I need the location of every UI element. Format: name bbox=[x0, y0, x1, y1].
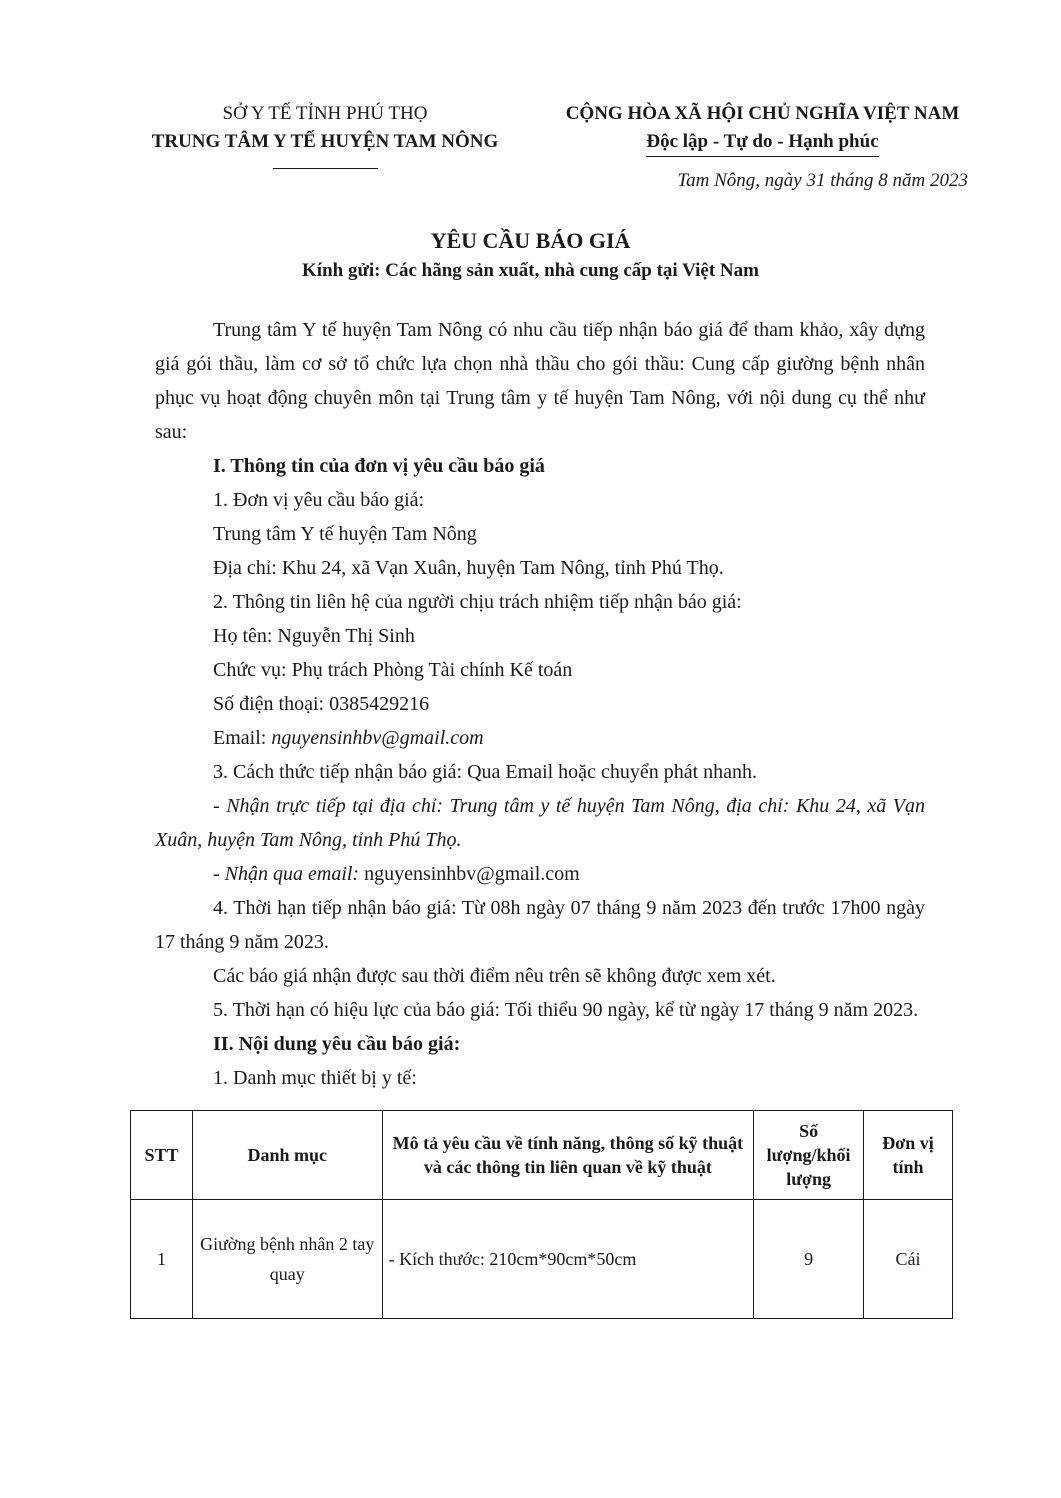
contact-name: Họ tên: Nguyễn Thị Sinh bbox=[213, 625, 415, 647]
document-body bbox=[155, 313, 925, 1095]
contact-position: Chức vụ: Phụ trách Phòng Tài chính Kế toán bbox=[213, 659, 573, 681]
contact-email bbox=[155, 721, 925, 755]
org-underline bbox=[273, 168, 378, 169]
receive-direct: - Nhận trực tiếp tại địa chỉ: Trung tâm y tế huyện Tam Nông, địa chỉ: Khu 24, xã Vạn Xuân, huyện Tam Nông, tỉnh Phú Thọ. bbox=[155, 795, 925, 851]
receive-email-label: - Nhận qua email: bbox=[213, 863, 365, 885]
col-header-description: Mô tả yêu cầu về tính năng, thông số kỹ thuật và các thông tin liên quan về kỹ thuật bbox=[382, 1111, 753, 1200]
contact-phone: Số điện thoại: 0385429216 bbox=[213, 693, 430, 715]
contact-label: 2. Thông tin liên hệ của người chịu trách nhiệm tiếp nhận báo giá: bbox=[213, 591, 742, 613]
equipment-table bbox=[130, 1110, 953, 1319]
org-name: TRUNG TÂM Y TẾ HUYỆN TAM NÔNG bbox=[151, 131, 499, 152]
cell-stt: 1 bbox=[131, 1200, 193, 1319]
cell-description: - Kích thước: 210cm*90cm*50cm bbox=[382, 1200, 753, 1319]
recipient-line: Kính gửi: Các hãng sản xuất, nhà cung cấp tại Việt Nam bbox=[302, 260, 759, 281]
col-header-stt: STT bbox=[131, 1111, 193, 1200]
email-link[interactable]: nguyensinhbv@gmail.com bbox=[271, 727, 484, 749]
document-title: YÊU CẦU BÁO GIÁ bbox=[430, 228, 631, 253]
table-header-row bbox=[131, 1111, 953, 1200]
cell-item: Giường bệnh nhân 2 tay quay bbox=[192, 1200, 382, 1319]
email-label: Email: bbox=[213, 727, 272, 749]
equipment-list-label: 1. Danh mục thiết bị y tế: bbox=[213, 1067, 417, 1089]
unit-label: 1. Đơn vị yêu cầu báo giá: bbox=[213, 489, 425, 511]
org-parent: SỞ Y TẾ TỈNH PHÚ THỌ bbox=[222, 103, 428, 124]
unit-address: Địa chỉ: Khu 24, xã Vạn Xuân, huyện Tam Nông, tỉnh Phú Thọ. bbox=[213, 557, 724, 579]
cell-unit: Cái bbox=[864, 1200, 953, 1319]
col-header-unit: Đơn vị tính bbox=[864, 1111, 953, 1200]
validity: 5. Thời hạn có hiệu lực của báo giá: Tối thiểu 90 ngày, kể từ ngày 17 tháng 9 năm 2023. bbox=[213, 999, 919, 1021]
late-note: Các báo giá nhận được sau thời điểm nêu trên sẽ không được xem xét. bbox=[213, 965, 776, 987]
section2-heading: II. Nội dung yêu cầu báo giá: bbox=[213, 1033, 461, 1055]
unit-name: Trung tâm Y tế huyện Tam Nông bbox=[213, 523, 477, 545]
table-row bbox=[131, 1200, 953, 1319]
section1-heading: I. Thông tin của đơn vị yêu cầu báo giá bbox=[213, 455, 545, 477]
intro-paragraph: Trung tâm Y tế huyện Tam Nông có nhu cầu tiếp nhận báo giá để tham khảo, xây dựng giá gói thầu, làm cơ sở tổ chức lựa chọn nhà thầu cho gói thầu: Cung cấp giường bệnh nhân phục vụ hoạt động chuyên môn tại Trung tâm y tế huyện Tam Nông, với nội dung cụ thể như sau: bbox=[155, 319, 925, 443]
header-right bbox=[545, 100, 980, 157]
deadline: 4. Thời hạn tiếp nhận báo giá: Từ 08h ngày 07 tháng 9 năm 2023 đến trước 17h00 ngày 17 tháng 9 năm 2023. bbox=[155, 897, 925, 953]
receive-email-link[interactable]: nguyensinhbv@gmail.com bbox=[364, 863, 580, 885]
motto: Độc lập - Tự do - Hạnh phúc bbox=[646, 128, 878, 157]
col-header-item: Danh mục bbox=[192, 1111, 382, 1200]
country-name: CỘNG HÒA XÃ HỘI CHỦ NGHĨA VIỆT NAM bbox=[565, 103, 960, 124]
receive-method: 3. Cách thức tiếp nhận báo giá: Qua Email hoặc chuyển phát nhanh. bbox=[213, 761, 758, 783]
col-header-quantity: Số lượng/khối lượng bbox=[754, 1111, 864, 1200]
receive-email bbox=[155, 857, 925, 891]
header-left bbox=[120, 100, 530, 174]
date-line: Tam Nông, ngày 31 tháng 8 năm 2023 bbox=[677, 170, 968, 191]
cell-quantity: 9 bbox=[754, 1200, 864, 1319]
